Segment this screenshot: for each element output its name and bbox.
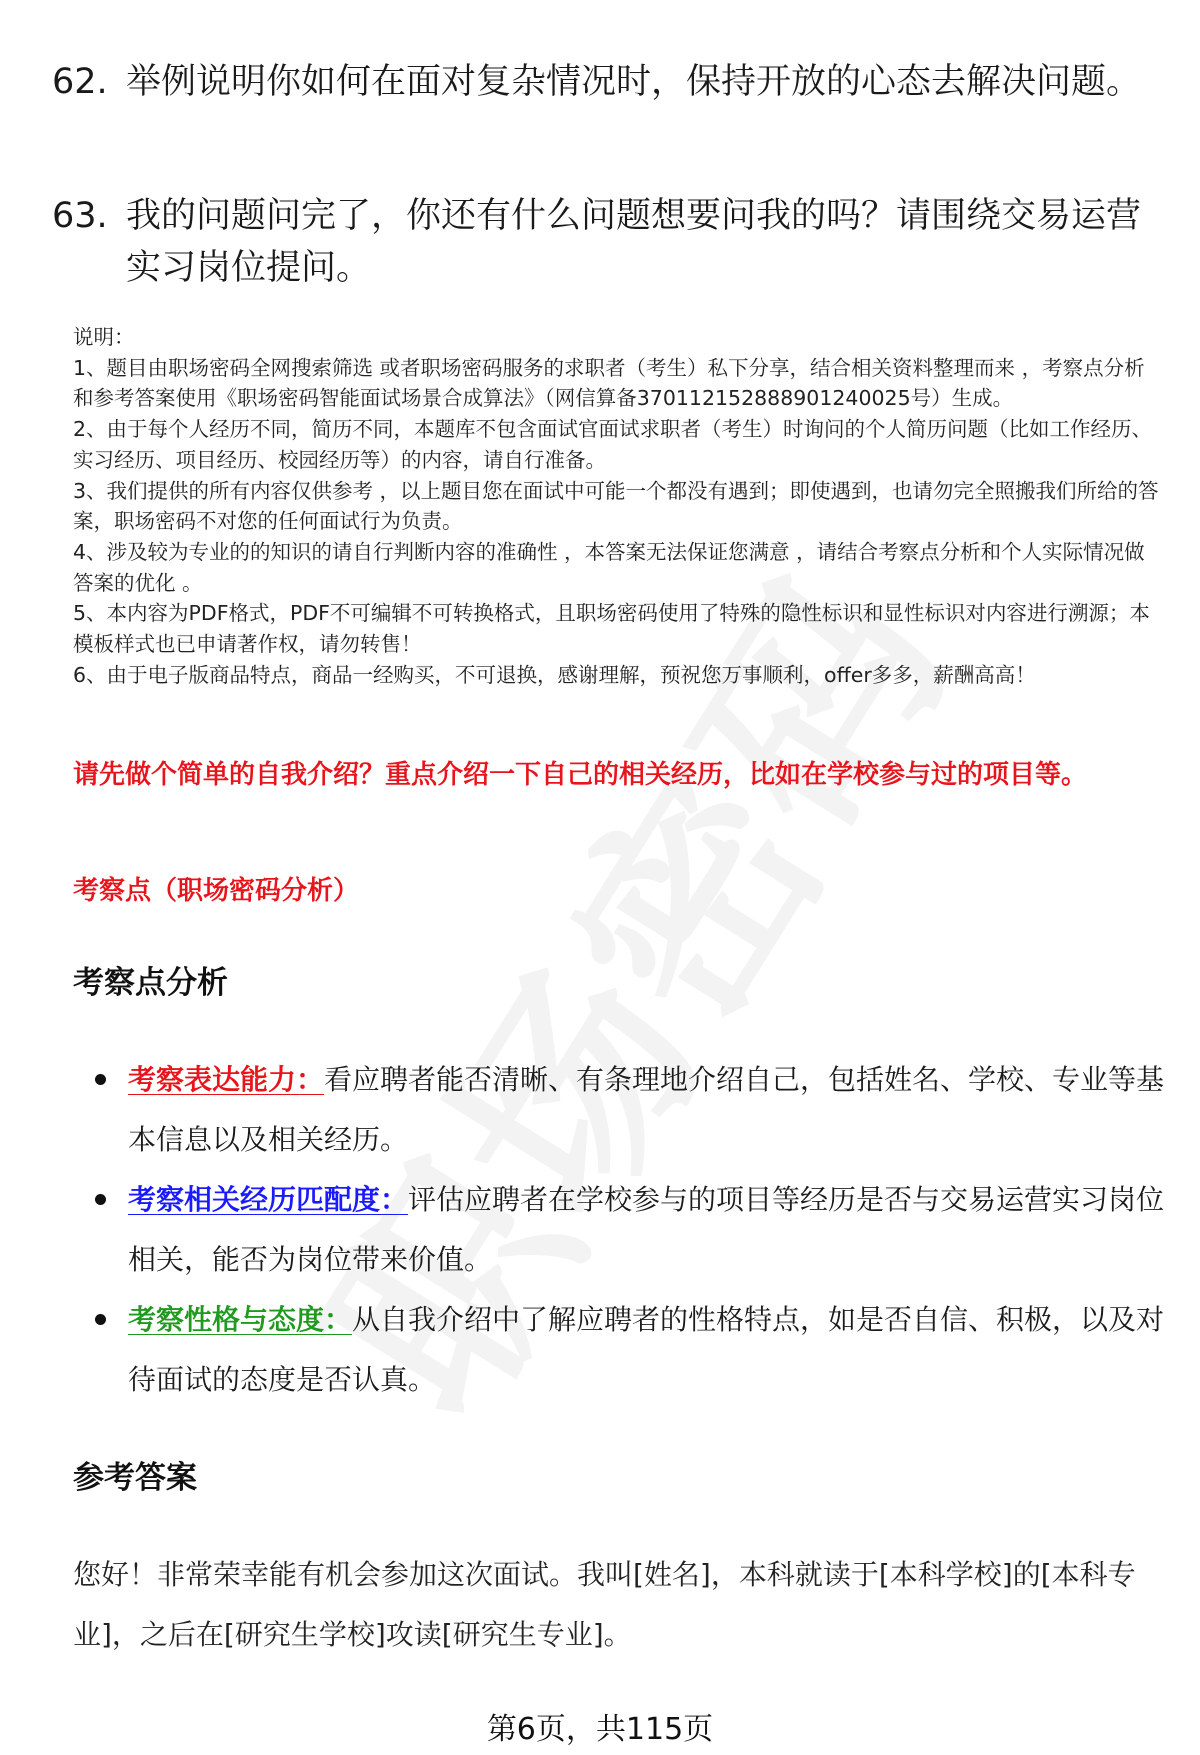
note-item: 3、我们提供的所有内容仅供参考 ，以上题目您在面试中可能一个都没有遇到；即使遇到，也请勿完全照搬我们所给的答案，职场密码不对您的任何面试行为负责。 [73, 478, 1159, 534]
notes-title: 说明： [73, 325, 135, 349]
question-62 [52, 56, 1162, 108]
analysis-point-label: 考察性格与态度： [128, 1303, 353, 1336]
analysis-point-text: 评估应聘者在学校参与的项目等经历是否与交易运营实习岗位相关，能否为岗位带来价值。 [128, 1183, 1165, 1276]
answer-heading: 参考答案 [73, 1460, 197, 1496]
question-number: 62. [52, 62, 108, 102]
bullet-icon [95, 1314, 106, 1325]
question-number: 63. [52, 196, 108, 236]
analysis-point [95, 1050, 1175, 1170]
note-item: 2、由于每个人经历不同，简历不同，本题库不包含面试官面试求职者（考生）时询问的个人简历问题（比如工作经历、实习经历、项目经历、校园经历等）的内容，请自行准备。 [73, 417, 1153, 472]
analysis-point [95, 1170, 1175, 1290]
note-item: 6、由于电子版商品特点，商品一经购买，不可退换，感谢理解，预祝您万事顺利，offer多多，薪酬高高！ [73, 662, 1036, 687]
analysis-point [95, 1290, 1175, 1410]
question-text: 举例说明你如何在面对复杂情况时，保持开放的心态去解决问题。 [126, 62, 1142, 102]
bullet-icon [95, 1074, 106, 1085]
analysis-points-list [95, 1050, 1175, 1410]
question-text: 我的问题问完了，你还有什么问题想要问我的吗？请围绕交易运营实习岗位提问。 [126, 196, 1142, 288]
analysis-point-text: 看应聘者能否清晰、有条理地介绍自己，包括姓名、学校、专业等基本信息以及相关经历。 [128, 1063, 1165, 1156]
note-item: 1、题目由职场密码全网搜索筛选 或者职场密码服务的求职者（考生）私下分享，结合相关资料整理而来 ，考察点分析和参考答案使用《职场密码智能面试场景合成算法》（网信算备370112152888901240025号）生成。 [73, 355, 1145, 411]
answer-text: 您好！非常荣幸能有机会参加这次面试。我叫[姓名]，本科就读于[本科学校]的[本科专业]，之后在[研究生学校]攻读[研究生专业]。 [73, 1558, 1136, 1651]
analysis-point-label: 考察相关经历匹配度： [128, 1183, 409, 1216]
note-item: 5、本内容为PDF格式，PDF不可编辑不可转换格式，且职场密码使用了特殊的隐性标识和显性标识对内容进行溯源；本模板样式也已申请著作权，请勿转售！ [73, 601, 1150, 657]
question-63 [52, 190, 1162, 294]
note-item: 4、涉及较为专业的的知识的请自行判断内容的准确性 ，本答案无法保证您满意 ，请结合考察点分析和个人实际情况做答案的优化 。 [73, 539, 1145, 595]
analysis-heading: 考察点分析 [73, 965, 228, 1001]
analysis-point-text: 从自我介绍中了解应聘者的性格特点，如是否自信、积极，以及对待面试的态度是否认真。 [128, 1303, 1165, 1396]
disclaimer-notes [73, 322, 1163, 690]
analysis-subtitle: 考察点（职场密码分析） [73, 876, 360, 906]
bullet-icon [95, 1194, 106, 1205]
main-question: 请先做个简单的自我介绍？重点介绍一下自己的相关经历，比如在学校参与过的项目等。 [73, 760, 1088, 790]
analysis-point-label: 考察表达能力： [128, 1063, 325, 1096]
page-number: 第6页，共115页 [486, 1712, 714, 1747]
